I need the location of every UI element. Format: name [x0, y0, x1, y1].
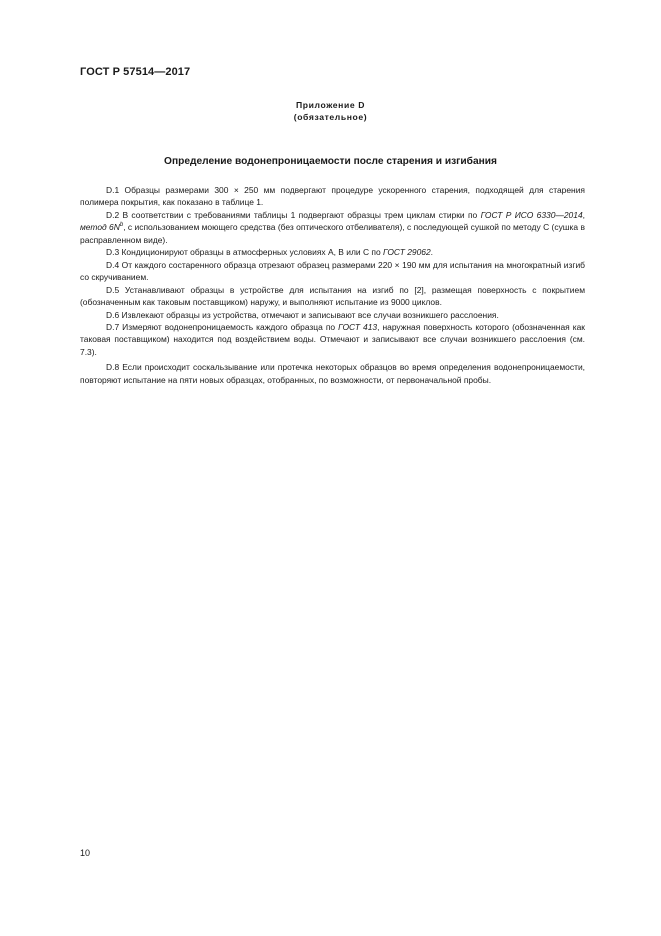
paragraph-text: D.1 Образцы размерами 300 × 250 мм подвергают процедуре ускоренного старения, подходящей для старения полимера покрытия, как показано в таблице 1.: [80, 185, 585, 208]
paragraph-text: , наружная поверхность которого (обозначенная как таковая поставщиком) находится под воздействием воды. Отмечают и записывают все случаи возникшего расслоения (см. 7.3).: [80, 321, 585, 357]
paragraph-text: D.7 Измеряют водонепроницаемость каждого образца по: [106, 321, 339, 332]
annex-title: Определение водонепроницаемости после старения и изгибания: [164, 156, 497, 167]
paragraph-text: .: [430, 247, 434, 258]
page-number: 10: [80, 848, 91, 858]
paragraph-d-7: [80, 321, 585, 358]
annex-body: [80, 184, 585, 386]
annex-label: Приложение D: [296, 100, 365, 110]
standard-number-header: ГОСТ Р 57514—2017: [80, 66, 191, 78]
reference-citation: ГОСТ 29062: [383, 247, 431, 258]
paragraph-d-5: [80, 284, 585, 309]
paragraph-text: ,: [582, 209, 585, 220]
paragraph-text: D.2 В соответствии с требованиями таблицы 1 подвергают образцы трем циклам стирки по: [106, 209, 481, 220]
paragraph-d-2: [80, 209, 585, 246]
annex-status: (обязательное): [293, 112, 368, 122]
paragraph-d-6: [80, 309, 585, 321]
paragraph-text: D.5 Устанавливают образцы в устройстве для испытания на изгиб по [2], размещая поверхность с покрытием (обозначенным как таковым поставщиком) наружу, и выполняют испытание из 9000 циклов.: [80, 284, 585, 308]
paragraph-d-3: [80, 246, 585, 258]
reference-citation: ГОСТ Р ИСО 6330—2014: [480, 209, 583, 220]
paragraph-text: D.4 От каждого состаренного образца отрезают образец размерами 220 × 190 мм для испытания на многократный изгиб со скручиванием.: [80, 259, 585, 283]
annex-heading: [0, 99, 661, 123]
paragraph-d-1: [80, 184, 585, 209]
paragraph-text: , с использованием моющего средства (без оптического отбеливателя), с последующей сушкой по методу С (сушка в расправленном виде).: [80, 222, 585, 245]
paragraph-d-4: [80, 259, 585, 284]
paragraph-text: D.6 Извлекают образцы из устройства, отмечают и записывают все случаи возникшего расслоения.: [106, 309, 499, 320]
paragraph-d-8: [80, 361, 585, 386]
paragraph-text: D.8 Если происходит соскальзывание или протечка некоторых образцов во время определения водонепроницаемости, повторяют испытание на пяти новых образцах, отобранных, по возможности, от первоначальной пробы.: [80, 362, 585, 385]
reference-citation: ГОСТ 413: [338, 321, 378, 332]
footnote-marker: b: [119, 222, 124, 229]
paragraph-text: D.3 Кондиционируют образцы в атмосферных условиях А, В или С по: [106, 247, 384, 258]
reference-citation: метод 6N: [80, 222, 120, 233]
